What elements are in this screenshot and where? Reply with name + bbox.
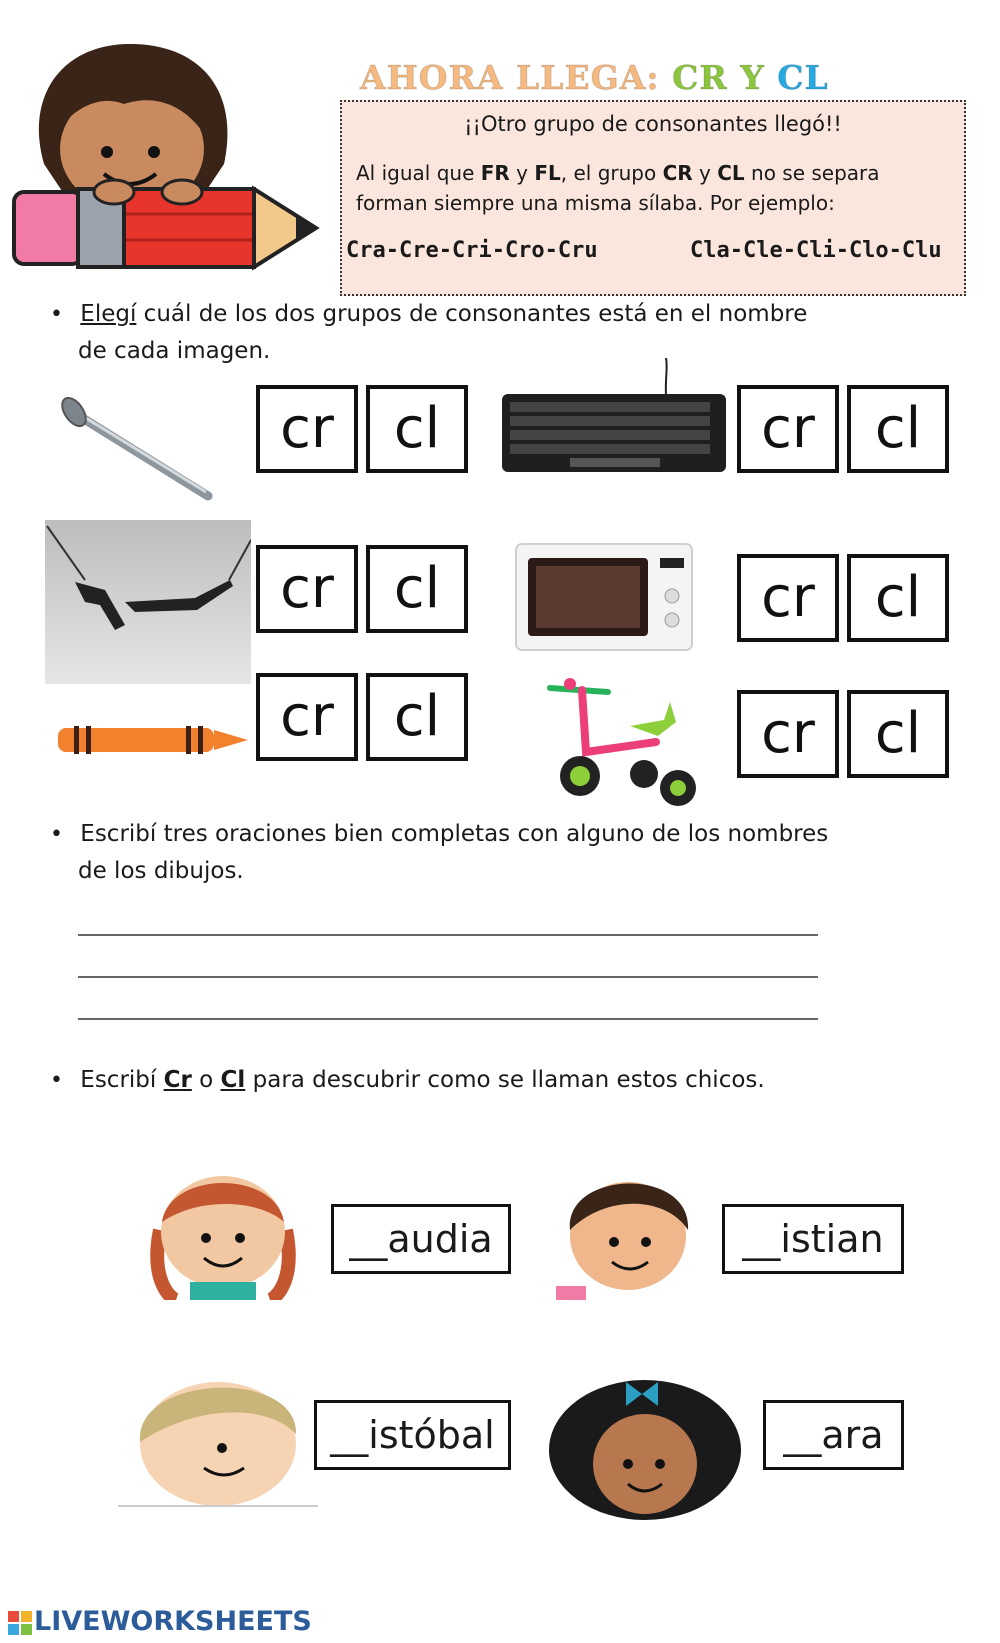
- name-box-claudia[interactable]: __audia: [331, 1204, 511, 1274]
- choice-cr-crayon[interactable]: cr: [256, 673, 358, 761]
- choice-cl-trapeze[interactable]: cl: [366, 545, 468, 633]
- liveworksheets-logo-icon: [8, 1611, 32, 1635]
- bullet-icon: •: [50, 1068, 63, 1093]
- name-box-cristobal[interactable]: __istóbal: [314, 1400, 511, 1470]
- trapeze-artists-image: [45, 520, 251, 684]
- instruction-names: • Escribí Cr o Cl para descubrir como se llaman estos chicos.: [50, 1067, 765, 1093]
- choice-cr-tricycle[interactable]: cr: [737, 690, 839, 778]
- example-cl-syllables: Cla-Cle-Cli-Clo-Clu: [690, 238, 942, 263]
- choice-cr-nail[interactable]: cr: [256, 385, 358, 473]
- instruction-sentences: • Escribí tres oraciones bien completas con alguno de los nombres de los dibujos.: [50, 821, 829, 884]
- keyboard-image: [500, 358, 730, 476]
- microwave-image: [514, 540, 696, 656]
- crayon-image: [56, 720, 252, 760]
- choice-cl-nail[interactable]: cl: [366, 385, 468, 473]
- writing-line-2[interactable]: [78, 976, 818, 978]
- instruction-choose: • Elegí cuál de los dos grupos de consonantes está en el nombre de cada imagen.: [50, 301, 808, 364]
- girl-curly-hair-illustration: [542, 1364, 748, 1524]
- choice-cr-trapeze[interactable]: cr: [256, 545, 358, 633]
- bullet-icon: •: [50, 822, 63, 847]
- name-box-cristian[interactable]: __istian: [722, 1204, 904, 1274]
- girl-braids-illustration: [140, 1160, 306, 1300]
- page-title: AHORA LLEGA: CR Y CL: [360, 58, 829, 97]
- info-body: Al igual que FR y FL, el grupo CR y CL no se separa forman siempre una misma sílaba. Por ejemplo:: [356, 161, 880, 215]
- choice-cl-keyboard[interactable]: cl: [847, 385, 949, 473]
- writing-line-3[interactable]: [78, 1018, 818, 1020]
- nail-image: [58, 392, 218, 512]
- choice-cl-tricycle[interactable]: cl: [847, 690, 949, 778]
- choice-cl-crayon[interactable]: cl: [366, 673, 468, 761]
- example-cr-syllables: Cra-Cre-Cri-Cro-Cru: [346, 238, 598, 263]
- info-heading: ¡¡Otro grupo de consonantes llegó!!: [464, 112, 842, 136]
- liveworksheets-logo: LIVEWORKSHEETS: [8, 1606, 312, 1637]
- writing-line-1[interactable]: [78, 934, 818, 936]
- boy-dark-hair-illustration: [556, 1160, 700, 1300]
- name-box-clara[interactable]: __ara: [763, 1400, 904, 1470]
- boy-blonde-illustration: [118, 1364, 318, 1508]
- girl-with-pencil-illustration: [4, 34, 334, 284]
- choice-cr-keyboard[interactable]: cr: [737, 385, 839, 473]
- choice-cr-microwave[interactable]: cr: [737, 554, 839, 642]
- choice-cl-microwave[interactable]: cl: [847, 554, 949, 642]
- info-box: [340, 100, 966, 296]
- bullet-icon: •: [50, 302, 63, 327]
- tricycle-image: [546, 672, 702, 810]
